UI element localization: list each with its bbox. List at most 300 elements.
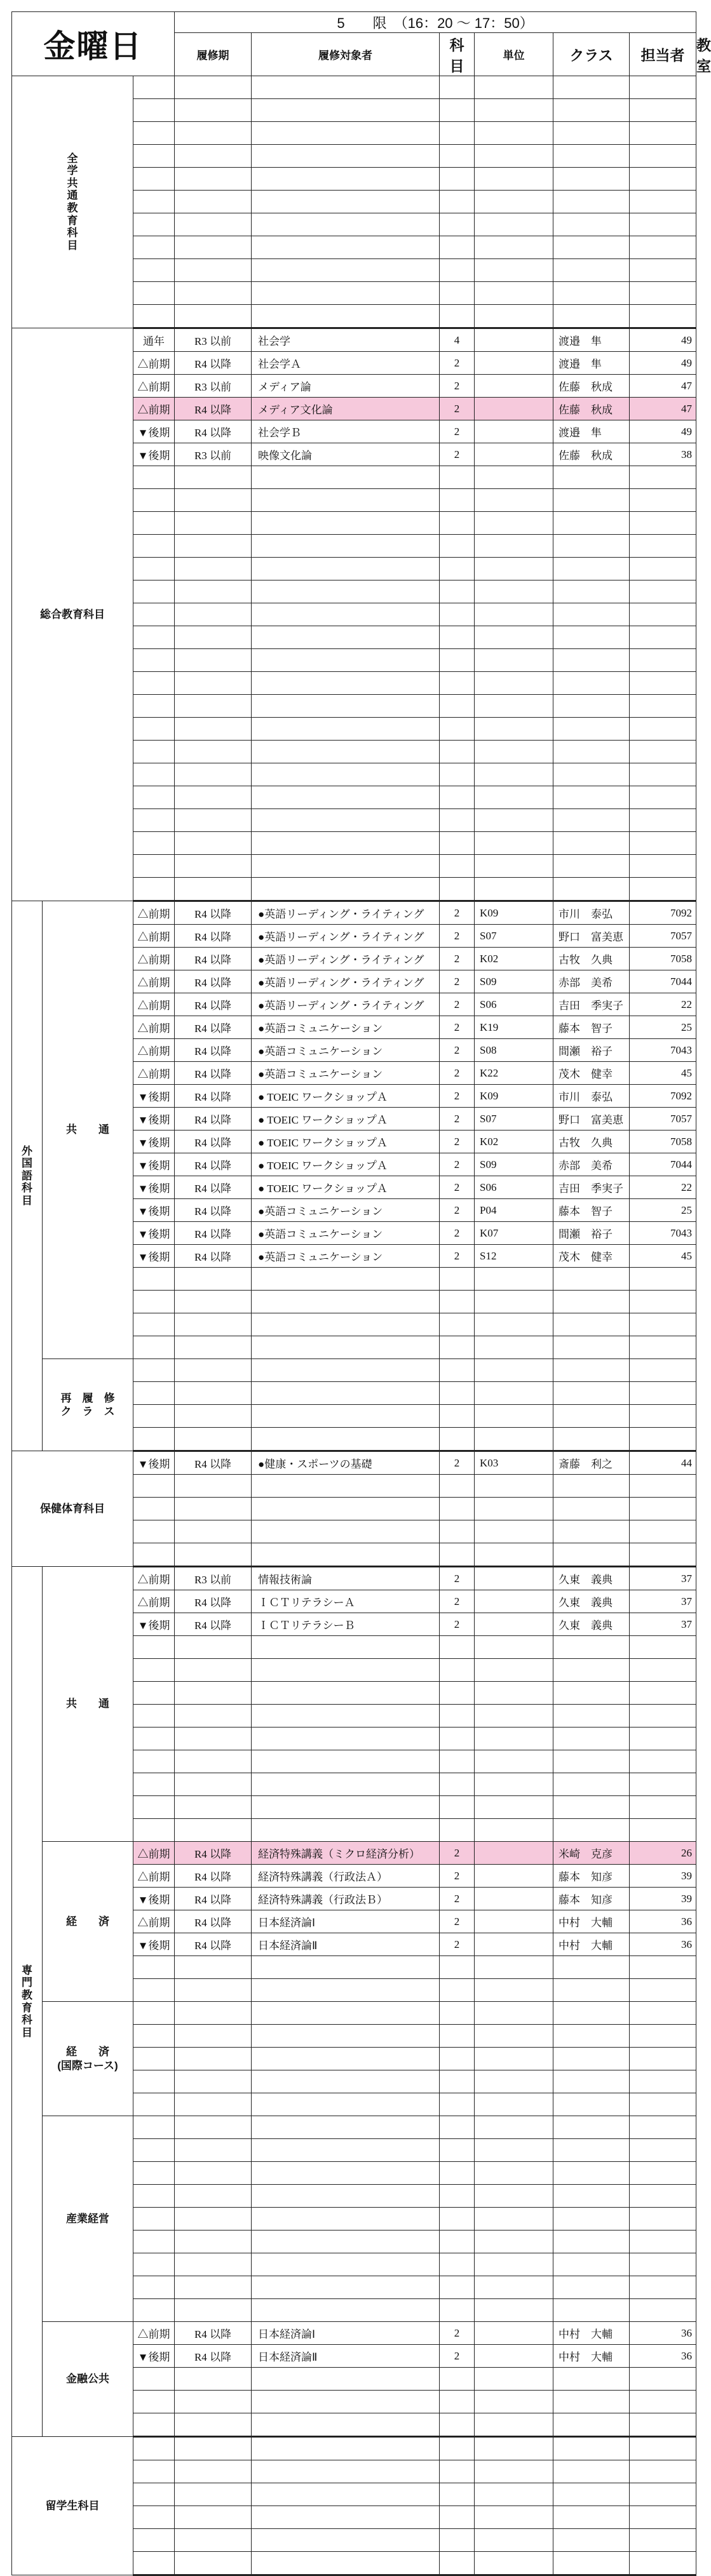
cell-class (475, 695, 553, 718)
cell-target (175, 122, 252, 145)
cell-term (133, 535, 175, 558)
cell-subject (252, 1313, 440, 1336)
cell-subject (252, 649, 440, 672)
cell-room: 39 (630, 1865, 696, 1888)
cell-teacher (553, 2552, 630, 2575)
cell-class: S06 (475, 993, 553, 1016)
cell-target (175, 2070, 252, 2093)
column-header-target: 履修対象者 (252, 33, 440, 76)
cell-subject (252, 695, 440, 718)
cell-subject: ＩＣＴリテラシーＢ (252, 1613, 440, 1636)
cell-class (475, 305, 553, 328)
cell-target (175, 1382, 252, 1405)
cell-room (630, 2093, 696, 2116)
cell-room (630, 2208, 696, 2231)
cell-term: ▼後期 (133, 2345, 175, 2368)
cell-units: 2 (440, 901, 475, 925)
cell-units (440, 1268, 475, 1291)
cell-teacher (553, 466, 630, 489)
cell-subject: 日本経済論Ⅰ (252, 2322, 440, 2345)
cell-subject (252, 1659, 440, 1682)
cell-units: 2 (440, 1016, 475, 1039)
cell-class (475, 1336, 553, 1359)
section-label: 外 国 語 科 目 (12, 901, 43, 1451)
cell-teacher: 渡邉 隼 (553, 328, 630, 352)
cell-room (630, 2070, 696, 2093)
cell-units (440, 786, 475, 809)
cell-room (630, 832, 696, 855)
cell-term (133, 191, 175, 213)
cell-target (175, 168, 252, 191)
cell-class (475, 1796, 553, 1819)
cell-term (133, 1405, 175, 1428)
cell-room (630, 1636, 696, 1659)
cell-teacher (553, 1313, 630, 1336)
cell-subject (252, 2506, 440, 2529)
cell-subject (252, 2483, 440, 2506)
cell-class: S09 (475, 970, 553, 993)
cell-subject: ●英語コミュニケーション (252, 1222, 440, 1245)
cell-term (133, 1428, 175, 1451)
cell-teacher: 市川 泰弘 (553, 1085, 630, 1108)
cell-room (630, 1313, 696, 1336)
cell-term: △前期 (133, 993, 175, 1016)
cell-teacher: 中村 大輔 (553, 1933, 630, 1956)
cell-subject: ●英語コミュニケーション (252, 1199, 440, 1222)
cell-subject: 日本経済論Ⅰ (252, 1910, 440, 1933)
cell-class (475, 2368, 553, 2391)
cell-room (630, 489, 696, 512)
cell-teacher: 間瀬 裕子 (553, 1222, 630, 1245)
cell-target (175, 832, 252, 855)
cell-target: R4 以降 (175, 993, 252, 1016)
cell-subject: ● TOEIC ワークショップＡ (252, 1153, 440, 1176)
cell-room (630, 2048, 696, 2070)
cell-teacher (553, 558, 630, 580)
cell-subject (252, 2070, 440, 2093)
cell-term (133, 2025, 175, 2048)
cell-teacher (553, 1773, 630, 1796)
cell-target (175, 99, 252, 122)
cell-units: 2 (440, 1933, 475, 1956)
cell-class: K19 (475, 1016, 553, 1039)
cell-class (475, 2276, 553, 2299)
cell-target (175, 1705, 252, 1727)
cell-term: △前期 (133, 1567, 175, 1590)
table-row (12, 2116, 696, 2139)
cell-room (630, 1359, 696, 1382)
cell-target (175, 535, 252, 558)
cell-teacher (553, 2231, 630, 2253)
cell-subject (252, 2253, 440, 2276)
cell-target (175, 2162, 252, 2185)
cell-target (175, 2231, 252, 2253)
cell-teacher (553, 1291, 630, 1313)
cell-term: △前期 (133, 948, 175, 970)
cell-room (630, 1659, 696, 1682)
cell-room: 36 (630, 1933, 696, 1956)
cell-term: △前期 (133, 970, 175, 993)
cell-target (175, 1313, 252, 1336)
cell-units (440, 282, 475, 305)
cell-target (175, 2002, 252, 2025)
cell-class (475, 375, 553, 398)
cell-target (175, 305, 252, 328)
cell-teacher (553, 672, 630, 695)
cell-term (133, 718, 175, 741)
cell-subject (252, 466, 440, 489)
cell-room (630, 2185, 696, 2208)
cell-term (133, 2506, 175, 2529)
cell-target (175, 2208, 252, 2231)
cell-teacher (553, 1636, 630, 1659)
timetable-body (12, 76, 696, 2575)
cell-teacher: 久東 義典 (553, 1590, 630, 1613)
cell-class: K07 (475, 1222, 553, 1245)
cell-units (440, 1979, 475, 2002)
cell-term (133, 1359, 175, 1382)
cell-subject (252, 2413, 440, 2437)
cell-target (175, 236, 252, 259)
cell-class (475, 443, 553, 466)
cell-subject (252, 832, 440, 855)
cell-subject (252, 741, 440, 763)
cell-class (475, 2208, 553, 2231)
cell-room: 7092 (630, 1085, 696, 1108)
cell-term (133, 2116, 175, 2139)
cell-term (133, 1979, 175, 2002)
cell-target (175, 580, 252, 603)
cell-room (630, 1520, 696, 1543)
cell-target (175, 1682, 252, 1705)
cell-class (475, 466, 553, 489)
cell-room (630, 2483, 696, 2506)
section-label: 保健体育科目 (12, 1451, 133, 1567)
cell-teacher (553, 2025, 630, 2048)
cell-units (440, 2162, 475, 2185)
cell-units: 2 (440, 1910, 475, 1933)
cell-room: 47 (630, 398, 696, 420)
cell-class (475, 626, 553, 649)
cell-class (475, 420, 553, 443)
cell-target (175, 1475, 252, 1498)
cell-teacher (553, 855, 630, 878)
cell-class (475, 2025, 553, 2048)
cell-room: 49 (630, 328, 696, 352)
cell-teacher (553, 2116, 630, 2139)
cell-term (133, 1705, 175, 1727)
cell-units (440, 1382, 475, 1405)
cell-subject (252, 1796, 440, 1819)
cell-term (133, 2231, 175, 2253)
cell-teacher (553, 489, 630, 512)
cell-class (475, 809, 553, 832)
cell-teacher (553, 1819, 630, 1842)
column-header-subject: 科 目 (440, 33, 475, 76)
cell-term: △前期 (133, 1842, 175, 1865)
cell-teacher (553, 786, 630, 809)
cell-target (175, 603, 252, 626)
cell-units (440, 2139, 475, 2162)
cell-subject (252, 878, 440, 901)
cell-teacher (553, 535, 630, 558)
cell-subject (252, 1382, 440, 1405)
cell-units: 2 (440, 1199, 475, 1222)
cell-term (133, 2139, 175, 2162)
cell-subject (252, 2460, 440, 2483)
cell-subject: 社会学 (252, 328, 440, 352)
cell-teacher (553, 2506, 630, 2529)
cell-subject (252, 168, 440, 191)
cell-term (133, 626, 175, 649)
cell-class: K09 (475, 1085, 553, 1108)
cell-room: 7043 (630, 1222, 696, 1245)
cell-teacher (553, 145, 630, 168)
cell-target (175, 1727, 252, 1750)
cell-units (440, 672, 475, 695)
cell-subject (252, 626, 440, 649)
cell-term (133, 236, 175, 259)
cell-room (630, 259, 696, 282)
cell-subject (252, 580, 440, 603)
cell-subject: ●英語リーディング・ライティング (252, 993, 440, 1016)
cell-subject (252, 1819, 440, 1842)
cell-units: 2 (440, 2345, 475, 2368)
cell-class (475, 1910, 553, 1933)
cell-subject (252, 1979, 440, 2002)
cell-target (175, 1336, 252, 1359)
column-header-teacher: 担当者 (630, 33, 696, 76)
cell-units (440, 1956, 475, 1979)
cell-subject (252, 558, 440, 580)
cell-term (133, 1819, 175, 1842)
cell-class (475, 1956, 553, 1979)
cell-teacher (553, 2276, 630, 2299)
cell-term (133, 2048, 175, 2070)
cell-target: R4 以降 (175, 1451, 252, 1475)
cell-subject (252, 1543, 440, 1567)
cell-units (440, 1498, 475, 1520)
cell-subject: ●英語リーディング・ライティング (252, 948, 440, 970)
cell-units (440, 1291, 475, 1313)
cell-room (630, 672, 696, 695)
cell-term (133, 603, 175, 626)
cell-units (440, 2437, 475, 2460)
cell-teacher (553, 1727, 630, 1750)
cell-class (475, 763, 553, 786)
cell-room: 36 (630, 2322, 696, 2345)
cell-units (440, 1543, 475, 1567)
cell-room: 7043 (630, 1039, 696, 1062)
cell-class (475, 1405, 553, 1428)
cell-subject (252, 2391, 440, 2413)
cell-subject (252, 1520, 440, 1543)
cell-term: △前期 (133, 352, 175, 375)
cell-units: 2 (440, 970, 475, 993)
cell-target: R4 以降 (175, 970, 252, 993)
cell-class (475, 649, 553, 672)
cell-target (175, 2460, 252, 2483)
cell-room: 25 (630, 1199, 696, 1222)
cell-subject (252, 122, 440, 145)
cell-teacher (553, 2368, 630, 2391)
cell-class (475, 1750, 553, 1773)
cell-term (133, 1727, 175, 1750)
cell-units (440, 535, 475, 558)
cell-teacher: 市川 泰弘 (553, 901, 630, 925)
table-row (12, 76, 696, 99)
cell-room (630, 580, 696, 603)
cell-units (440, 489, 475, 512)
cell-subject (252, 259, 440, 282)
cell-class (475, 2483, 553, 2506)
cell-target (175, 1659, 252, 1682)
cell-target: R3 以前 (175, 443, 252, 466)
cell-class (475, 489, 553, 512)
cell-units: 2 (440, 443, 475, 466)
cell-subject: ● TOEIC ワークショップＡ (252, 1085, 440, 1108)
cell-units (440, 145, 475, 168)
cell-teacher (553, 695, 630, 718)
cell-term: ▼後期 (133, 420, 175, 443)
cell-subject: ＩＣＴリテラシーＡ (252, 1590, 440, 1613)
cell-room (630, 2002, 696, 2025)
cell-subject: 経済特殊講義（行政法Ｂ） (252, 1888, 440, 1910)
cell-subject (252, 2529, 440, 2552)
cell-term (133, 580, 175, 603)
section-label: 総合教育科目 (12, 328, 133, 901)
cell-class (475, 2552, 553, 2575)
cell-units: 4 (440, 328, 475, 352)
cell-subject: ● TOEIC ワークショップＡ (252, 1176, 440, 1199)
cell-class (475, 1543, 553, 1567)
cell-room (630, 122, 696, 145)
cell-units (440, 512, 475, 535)
cell-teacher (553, 1979, 630, 2002)
cell-term: △前期 (133, 901, 175, 925)
cell-term: ▼後期 (133, 1108, 175, 1130)
cell-units (440, 2506, 475, 2529)
cell-teacher (553, 649, 630, 672)
cell-class (475, 282, 553, 305)
cell-teacher (553, 718, 630, 741)
cell-room: 7044 (630, 1153, 696, 1176)
cell-class (475, 398, 553, 420)
cell-teacher (553, 2185, 630, 2208)
cell-subject (252, 2093, 440, 2116)
cell-target (175, 489, 252, 512)
cell-term (133, 1636, 175, 1659)
cell-term (133, 168, 175, 191)
cell-teacher (553, 305, 630, 328)
cell-subject: メディア論 (252, 375, 440, 398)
cell-term (133, 2185, 175, 2208)
cell-room: 7057 (630, 925, 696, 948)
cell-room (630, 1543, 696, 1567)
cell-teacher (553, 603, 630, 626)
cell-subject (252, 2185, 440, 2208)
cell-class (475, 1567, 553, 1590)
cell-units (440, 305, 475, 328)
cell-target: R4 以降 (175, 925, 252, 948)
cell-target (175, 1520, 252, 1543)
cell-target: R4 以降 (175, 1176, 252, 1199)
cell-units: 2 (440, 2322, 475, 2345)
cell-teacher (553, 2048, 630, 2070)
cell-room (630, 786, 696, 809)
cell-target: R4 以降 (175, 1613, 252, 1636)
cell-room (630, 1727, 696, 1750)
cell-room (630, 695, 696, 718)
cell-room: 44 (630, 1451, 696, 1475)
cell-class (475, 1888, 553, 1910)
cell-subject (252, 786, 440, 809)
cell-term: ▼後期 (133, 1888, 175, 1910)
cell-teacher (553, 1268, 630, 1291)
cell-units (440, 76, 475, 99)
cell-room: 36 (630, 2345, 696, 2368)
cell-subject (252, 1498, 440, 1520)
column-header-row: 履修期 履修対象者 科 目 単位 クラス 担当者 教室 (12, 33, 696, 76)
cell-teacher: 渡邉 隼 (553, 420, 630, 443)
cell-room (630, 2413, 696, 2437)
cell-units: 2 (440, 352, 475, 375)
cell-class (475, 1933, 553, 1956)
cell-units: 2 (440, 1153, 475, 1176)
cell-units: 2 (440, 420, 475, 443)
cell-teacher (553, 2162, 630, 2185)
cell-units (440, 99, 475, 122)
cell-target: R4 以降 (175, 1016, 252, 1039)
cell-class (475, 1682, 553, 1705)
cell-term (133, 2208, 175, 2231)
cell-teacher: 吉田 季実子 (553, 993, 630, 1016)
cell-target (175, 2368, 252, 2391)
cell-subject: 日本経済論Ⅱ (252, 2345, 440, 2368)
cell-units (440, 649, 475, 672)
cell-subject (252, 603, 440, 626)
cell-teacher: 中村 大輔 (553, 2322, 630, 2345)
cell-subject (252, 2048, 440, 2070)
cell-term (133, 855, 175, 878)
cell-term (133, 558, 175, 580)
cell-room: 37 (630, 1613, 696, 1636)
cell-term: △前期 (133, 1910, 175, 1933)
cell-class: S07 (475, 1108, 553, 1130)
cell-units: 2 (440, 993, 475, 1016)
cell-target (175, 2299, 252, 2322)
cell-units (440, 855, 475, 878)
cell-units (440, 1819, 475, 1842)
cell-term (133, 2391, 175, 2413)
cell-target (175, 2185, 252, 2208)
cell-room (630, 236, 696, 259)
cell-teacher (553, 741, 630, 763)
cell-term (133, 2552, 175, 2575)
cell-class (475, 213, 553, 236)
cell-term (133, 2437, 175, 2460)
table-row (12, 2437, 696, 2460)
cell-term: △前期 (133, 1062, 175, 1085)
cell-teacher: 斎藤 利之 (553, 1451, 630, 1475)
cell-term (133, 99, 175, 122)
cell-teacher: 野口 富美恵 (553, 925, 630, 948)
cell-term (133, 2529, 175, 2552)
cell-subject (252, 2025, 440, 2048)
cell-term (133, 741, 175, 763)
cell-subject (252, 1773, 440, 1796)
cell-units (440, 2391, 475, 2413)
